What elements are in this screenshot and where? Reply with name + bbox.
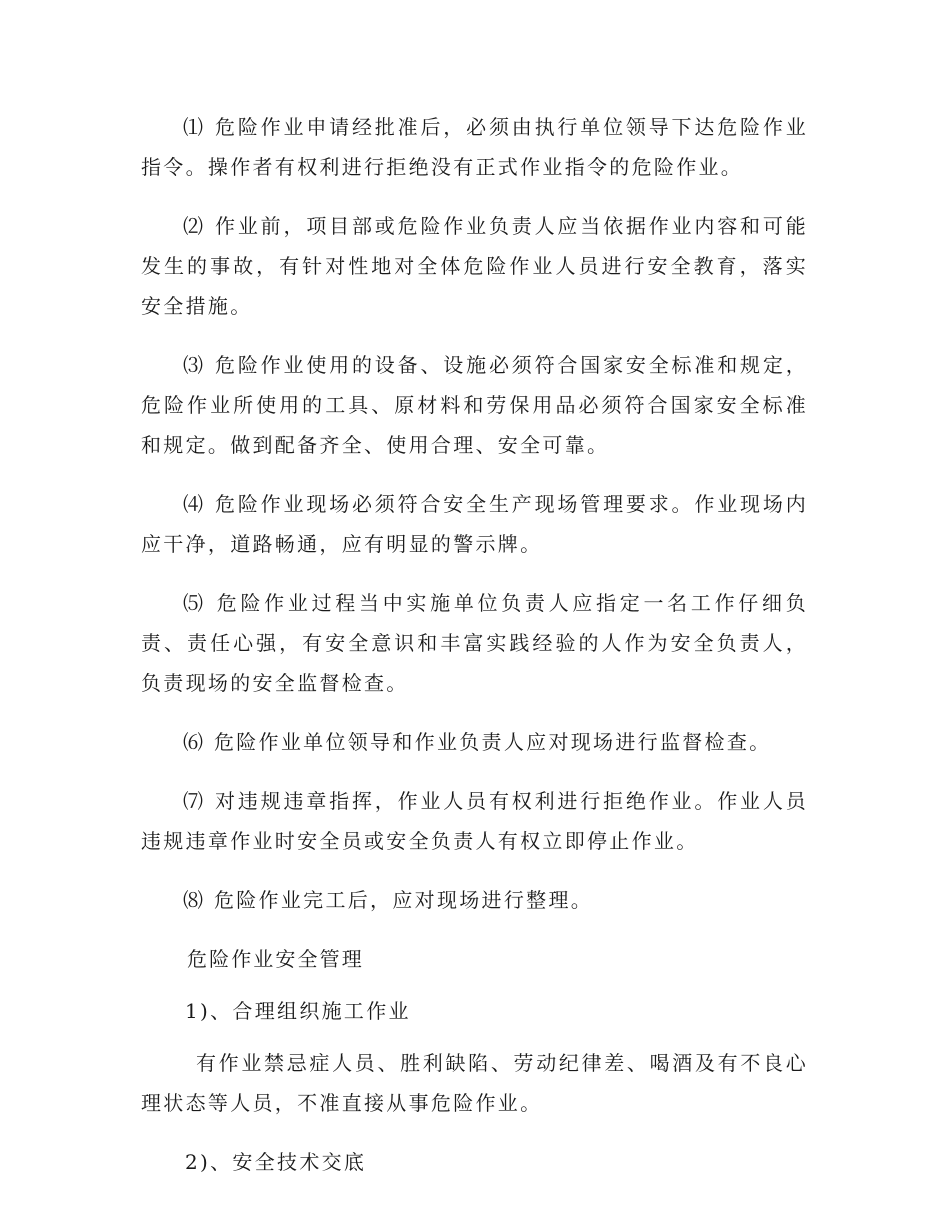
paragraph-6: ⑹ 危险作业单位领导和作业负责人应对现场进行监督检查。 [183,730,772,754]
paragraph-5: ⑸ 危险作业过程当中实施单位负责人应指定一名工作仔细负责、责任心强，有安全意识和丰富实践经验的人作为安全负责人，负责现场的安全监督检查。 [141,591,808,695]
paragraph-4: ⑷ 危险作业现场必须符合安全生产现场管理要求。作业现场内应干净，道路畅通，应有明显的警示牌。 [141,492,808,556]
subsection-1-body: 有作业禁忌症人员、胜利缺陷、劳动纪律差、喝酒及有不良心理状态等人员，不准直接从事危险作业。 [141,1051,808,1115]
paragraph-3: ⑶ 危险作业使用的设备、设施必须符合国家安全标准和规定，危险作业所使用的工具、原材料和劳保用品必须符合国家安全标准和规定。做到配备齐全、使用合理、安全可靠。 [141,353,808,457]
paragraph-1: ⑴ 危险作业申请经批准后，必须由执行单位领导下达危险作业指令。操作者有权利进行拒绝没有正式作业指令的危险作业。 [141,115,808,179]
subsection-2-title: 2)、安全技术交底 [185,1150,367,1174]
paragraph-8: ⑻ 危险作业完工后，应对现场进行整理。 [183,888,594,912]
document-body [141,107,808,1194]
paragraph-2: ⑵ 作业前，项目部或危险作业负责人应当依据作业内容和可能发生的事故，有针对性地对全体危险作业人员进行安全教育，落实安全措施。 [141,214,808,318]
section-heading: 危险作业安全管理 [187,947,364,971]
subsection-1-title: 1)、合理组织施工作业 [185,999,411,1023]
paragraph-7: ⑺ 对违规违章指挥，作业人员有权利进行拒绝作业。作业人员违规违章作业时安全员或安全负责人有权立即停止作业。 [141,789,808,853]
